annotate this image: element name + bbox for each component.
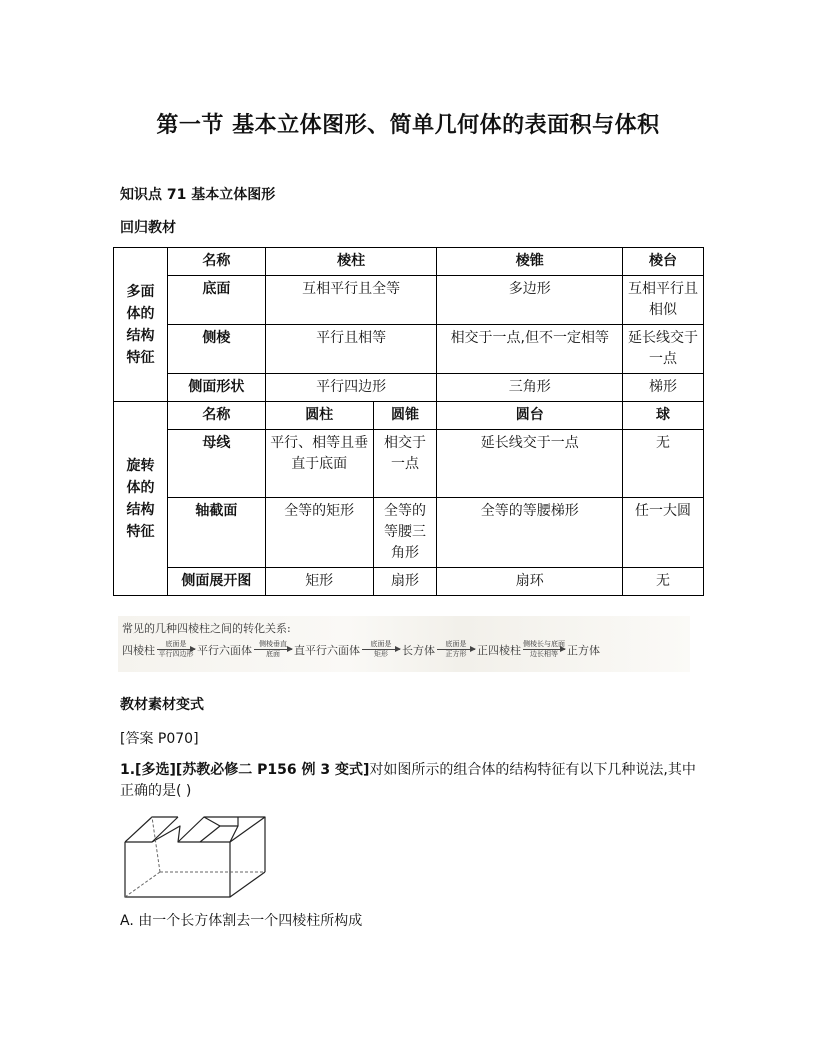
arrow-top-label: 底面是 <box>445 640 467 648</box>
arrow-line <box>157 649 195 650</box>
answer-reference: [答案 P070] <box>120 731 199 747</box>
option-a: A. 由一个长方体割去一个四棱柱所构成 <box>120 913 363 929</box>
arrow-bottom-label: 平行四边形 <box>158 650 194 658</box>
table-cell: 平行、相等且垂直于底面 <box>265 430 373 498</box>
table-cell: 扇环 <box>437 568 623 596</box>
table-cell: 名称 <box>167 248 265 276</box>
table-cell: 侧面展开图 <box>167 568 265 596</box>
table-cell: 矩形 <box>265 568 373 596</box>
arrow-bottom-label: 矩形 <box>374 650 388 658</box>
chain-arrow <box>437 640 475 659</box>
chain-arrow <box>523 640 565 659</box>
table-cell: 互相平行且相似 <box>623 276 704 325</box>
knowledge-point-heading: 知识点 71 基本立体图形 <box>120 187 276 203</box>
poly-group-text: 多面体的结构特征 <box>126 283 155 366</box>
return-textbook-heading: 回归教材 <box>120 220 176 236</box>
table-row <box>114 325 704 374</box>
table-cell: 多边形 <box>437 276 623 325</box>
table-cell: 扇形 <box>373 568 437 596</box>
table-cell: 互相平行且全等 <box>265 276 437 325</box>
chain-node: 平行六面体 <box>197 643 252 657</box>
rot-group-text: 旋转体的结构特征 <box>126 457 155 540</box>
table-cell: 棱柱 <box>265 248 437 276</box>
table-cell: 棱台 <box>623 248 704 276</box>
table-row <box>114 430 704 498</box>
arrow-line <box>523 649 565 650</box>
table-cell: 名称 <box>167 402 265 430</box>
table-cell: 轴截面 <box>167 498 265 568</box>
rot-group-label <box>114 402 168 596</box>
table-cell: 圆柱 <box>265 402 373 430</box>
solid-structure-table <box>113 247 704 596</box>
arrow-line <box>254 649 292 650</box>
table-cell: 棱锥 <box>437 248 623 276</box>
table-cell: 球 <box>623 402 704 430</box>
arrow-top-label: 侧棱垂直 <box>259 640 287 648</box>
chain-arrow <box>254 640 292 659</box>
table-cell: 底面 <box>167 276 265 325</box>
chain-node: 长方体 <box>402 643 435 657</box>
table-cell: 平行四边形 <box>265 374 437 402</box>
chain-node: 直平行六面体 <box>294 643 360 657</box>
table-cell: 延长线交于一点 <box>437 430 623 498</box>
prism-chain <box>122 640 690 659</box>
table-cell: 圆台 <box>437 402 623 430</box>
composite-solid-figure <box>120 812 270 902</box>
question-1-label: 1.[多选][苏教必修二 P156 例 3 变式] <box>120 762 370 778</box>
chain-node: 正四棱柱 <box>477 643 521 657</box>
arrow-bottom-label: 边长相等 <box>530 650 558 658</box>
question-1-text: 对如图所示的组合体的结构特征有以下几种说法,其中正确的是( ) <box>120 762 696 799</box>
arrow-line <box>362 649 400 650</box>
table-cell: 三角形 <box>437 374 623 402</box>
table-cell: 母线 <box>167 430 265 498</box>
table-row <box>114 402 704 430</box>
poly-group-label <box>114 248 168 402</box>
arrow-line <box>437 649 475 650</box>
table-cell: 相交于一点,但不一定相等 <box>437 325 623 374</box>
chain-node: 正方体 <box>567 643 600 657</box>
table-cell: 延长线交于一点 <box>623 325 704 374</box>
table-cell: 侧面形状 <box>167 374 265 402</box>
table-cell: 相交于一点 <box>373 430 437 498</box>
table-cell: 全等的矩形 <box>265 498 373 568</box>
chain-arrow <box>362 640 400 659</box>
table-row <box>114 498 704 568</box>
arrow-top-label: 侧棱长与底面 <box>523 640 565 648</box>
prism-relation-strip <box>118 616 690 672</box>
table-cell: 平行且相等 <box>265 325 437 374</box>
arrow-top-label: 底面是 <box>165 640 187 648</box>
table-cell: 无 <box>623 568 704 596</box>
table-cell: 全等的等腰梯形 <box>437 498 623 568</box>
table-row <box>114 374 704 402</box>
table-row <box>114 248 704 276</box>
material-variant-heading: 教材素材变式 <box>120 697 204 713</box>
table-cell: 无 <box>623 430 704 498</box>
arrow-bottom-label: 正方形 <box>445 650 467 658</box>
table-cell: 圆锥 <box>373 402 437 430</box>
chain-node: 四棱柱 <box>122 643 155 657</box>
chain-arrow <box>157 640 195 659</box>
question-1 <box>120 760 700 802</box>
table-cell: 任一大圆 <box>623 498 704 568</box>
strip-heading: 常见的几种四棱柱之间的转化关系: <box>122 622 291 635</box>
table-cell: 全等的等腰三角形 <box>373 498 437 568</box>
table-row <box>114 568 704 596</box>
table-cell: 侧棱 <box>167 325 265 374</box>
page-title: 第一节 基本立体图形、简单几何体的表面积与体积 <box>156 112 660 138</box>
table-cell: 梯形 <box>623 374 704 402</box>
arrow-top-label: 底面是 <box>370 640 392 648</box>
table-row <box>114 276 704 325</box>
arrow-bottom-label: 底面 <box>266 650 280 658</box>
